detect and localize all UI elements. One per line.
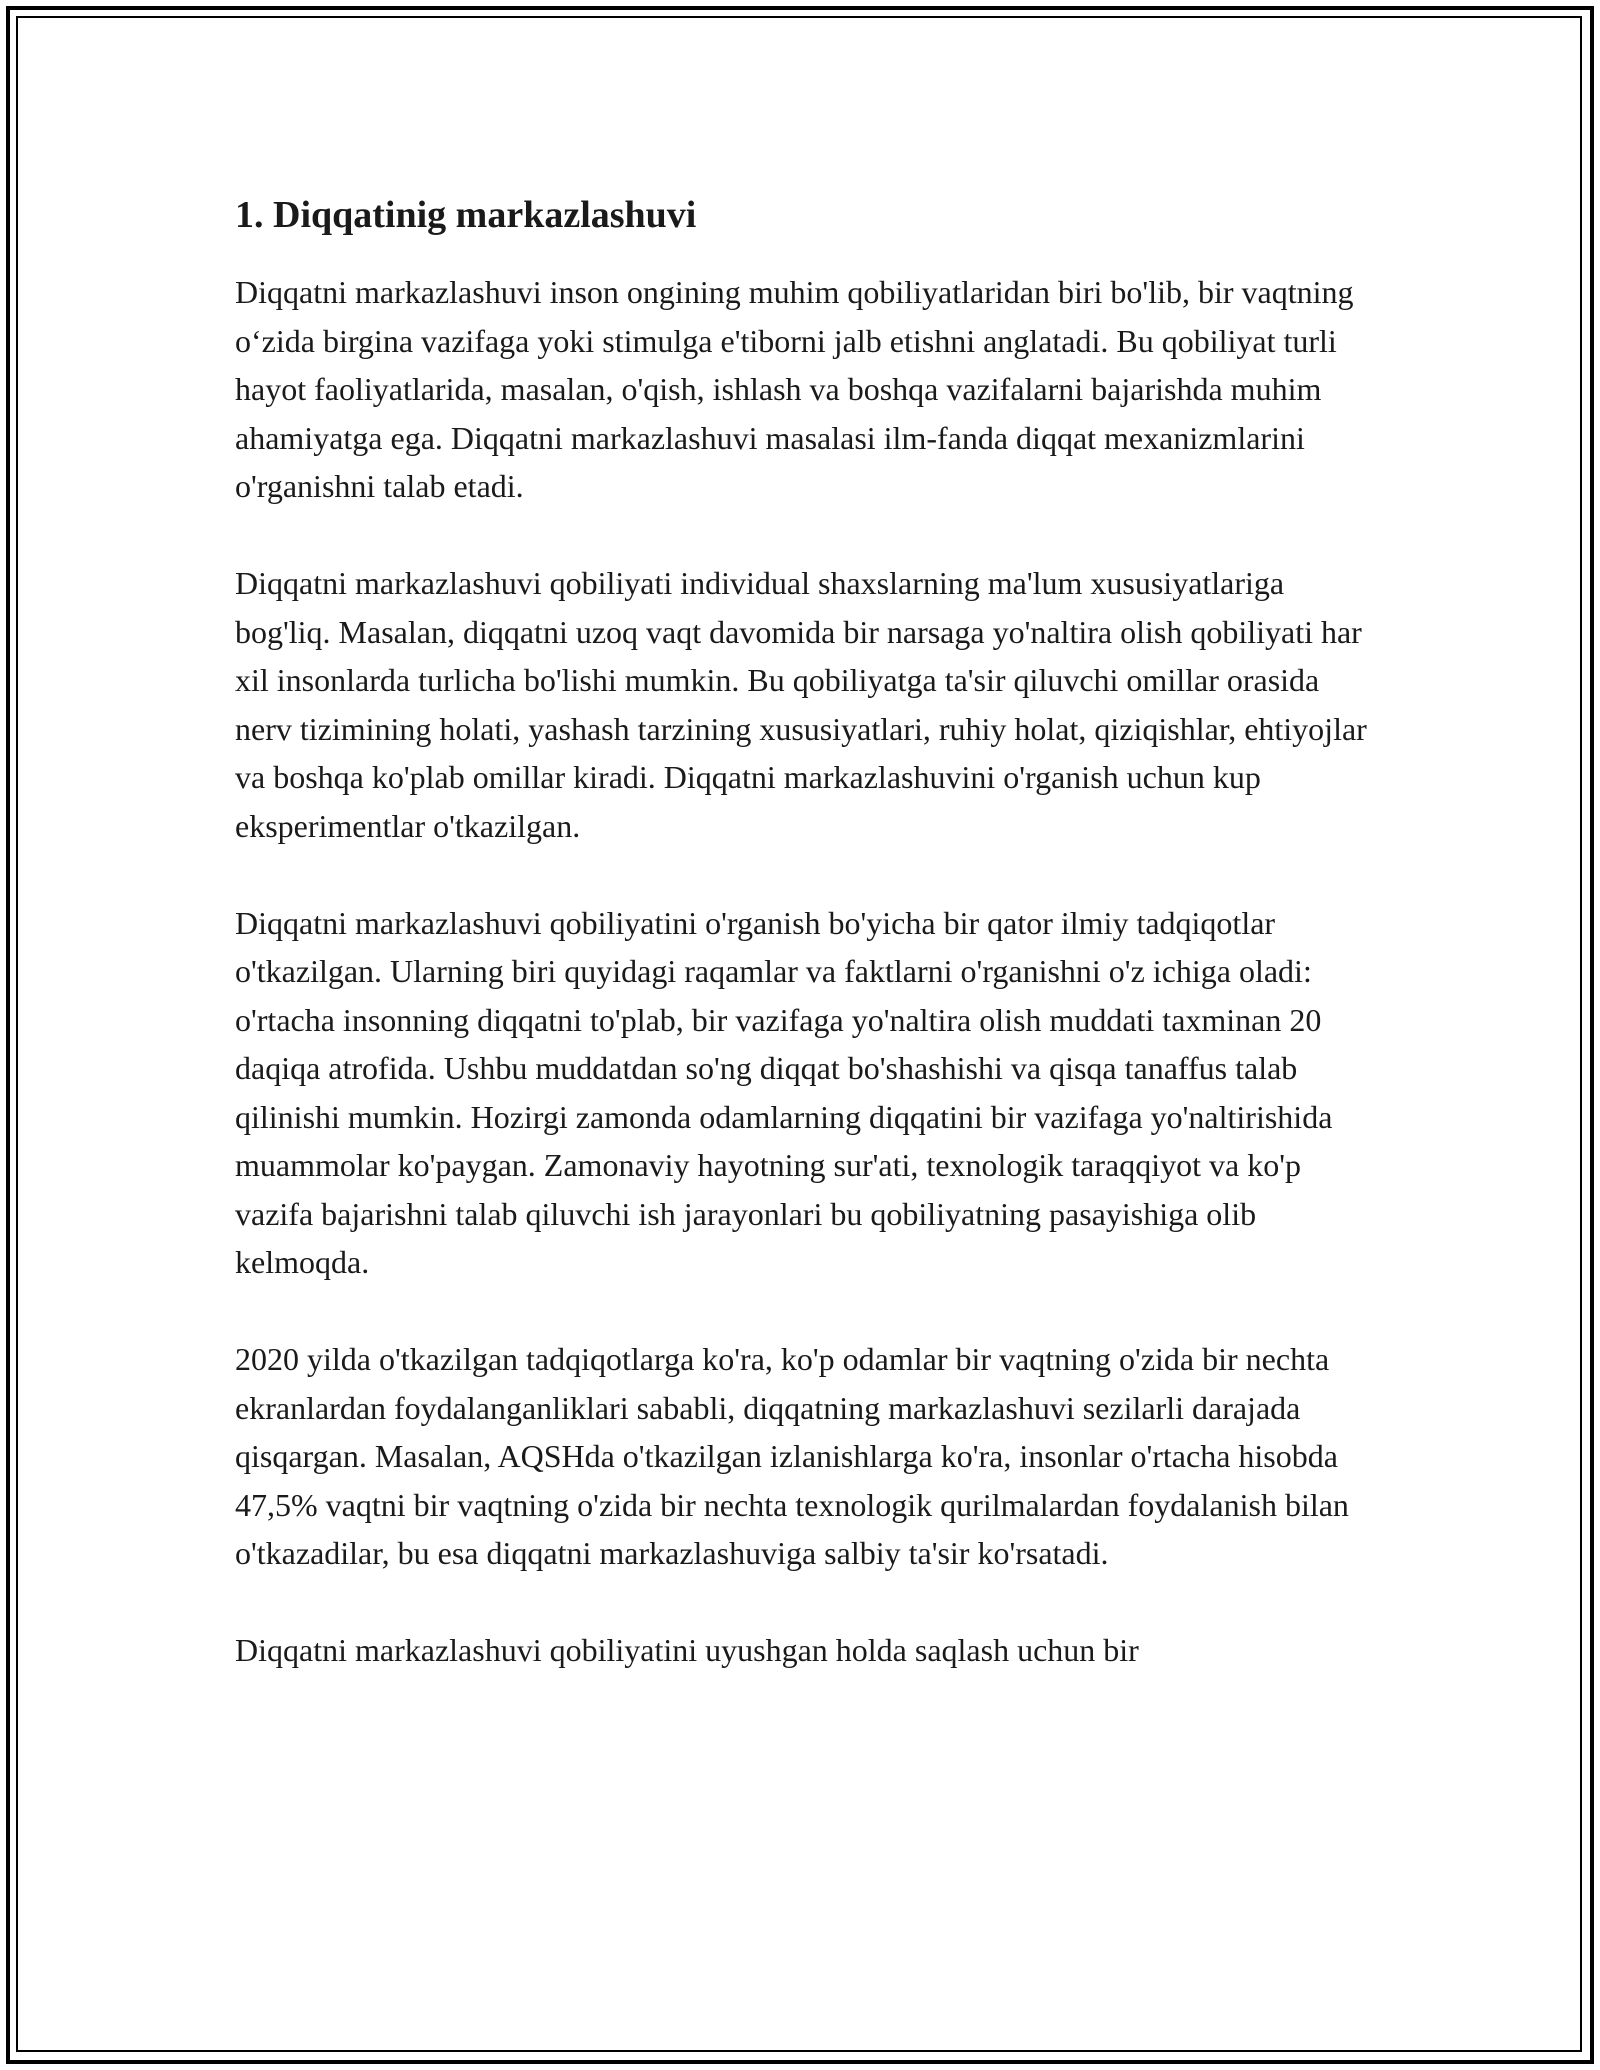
paragraph-1: Diqqatni markazlashuvi inson ongining muhim qobiliyatlaridan biri bo'lib, bir vaqtning o‘zida birgina vazifaga yoki stimulga e'tiborni jalb etishni anglatadi. Bu qobiliyat turli hayot faoliyatlarida, masalan, o'qish, ishlash va boshqa vazifalarni bajarishda muhim ahamiyatga ega. Diqqatni markazlashuvi masalasi ilm-fanda diqqat mexanizmlarini o'rganishni talab etadi.	[235, 274, 1354, 504]
section-heading: 1. Diqqatinig markazlashuvi	[235, 194, 697, 236]
paragraph-2: Diqqatni markazlashuvi qobiliyati individual shaxslarning ma'lum xususiyatlariga bog'liq. Masalan, diqqatni uzoq vaqt davomida bir narsaga yo'naltira olish qobiliyati har xil insonlarda turlicha bo'lishi mumkin. Bu qobiliyatga ta'sir qiluvchi omillar orasida nerv tizimining holati, yashash tarzining xususiyatlari, ruhiy holat, qiziqishlar, ehtiyojlar va boshqa ko'plab omillar kiradi. Diqqatni markazlashuvini o'rganish uchun kup eksperimentlar o'tkazilgan.	[235, 565, 1367, 844]
document-body	[235, 190, 1370, 1723]
paragraph-4: 2020 yilda o'tkazilgan tadqiqotlarga ko'ra, ko'p odamlar bir vaqtning o'zida bir nechta ekranlardan foydalanganliklari sababli, diqqatning markazlashuvi sezilarli darajada qisqargan. Masalan, AQSHda o'tkazilgan izlanishlarga ko'ra, insonlar o'rtacha hisobda 47,5% vaqtni bir vaqtning o'zida bir nechta texnologik qurilmalardan foydalanish bilan o'tkazadilar, bu esa diqqatni markazlashuviga salbiy ta'sir ko'rsatadi.	[235, 1341, 1349, 1571]
paragraph-3: Diqqatni markazlashuvi qobiliyatini o'rganish bo'yicha bir qator ilmiy tadqiqotlar o'tkazilgan. Ularning biri quyidagi raqamlar va faktlarni o'rganishni o'z ichiga oladi: o'rtacha insonning diqqatni to'plab, bir vazifaga yo'naltira olish muddati taxminan 20 daqiqa atrofida. Ushbu muddatdan so'ng diqqat bo'shashishi va qisqa tanaffus talab qilinishi mumkin. Hozirgi zamonda odamlarning diqqatini bir vazifaga yo'naltirishida muammolar ko'paygan. Zamonaviy hayotning sur'ati, texnologik taraqqiyot va ko'p vazifa bajarishni talab qiluvchi ish jarayonlari bu qobiliyatning pasayishiga olib kelmoqda.	[235, 904, 1333, 1280]
paragraph-5: Diqqatni markazlashuvi qobiliyatini uyushgan holda saqlash uchun bir	[235, 1632, 1139, 1668]
